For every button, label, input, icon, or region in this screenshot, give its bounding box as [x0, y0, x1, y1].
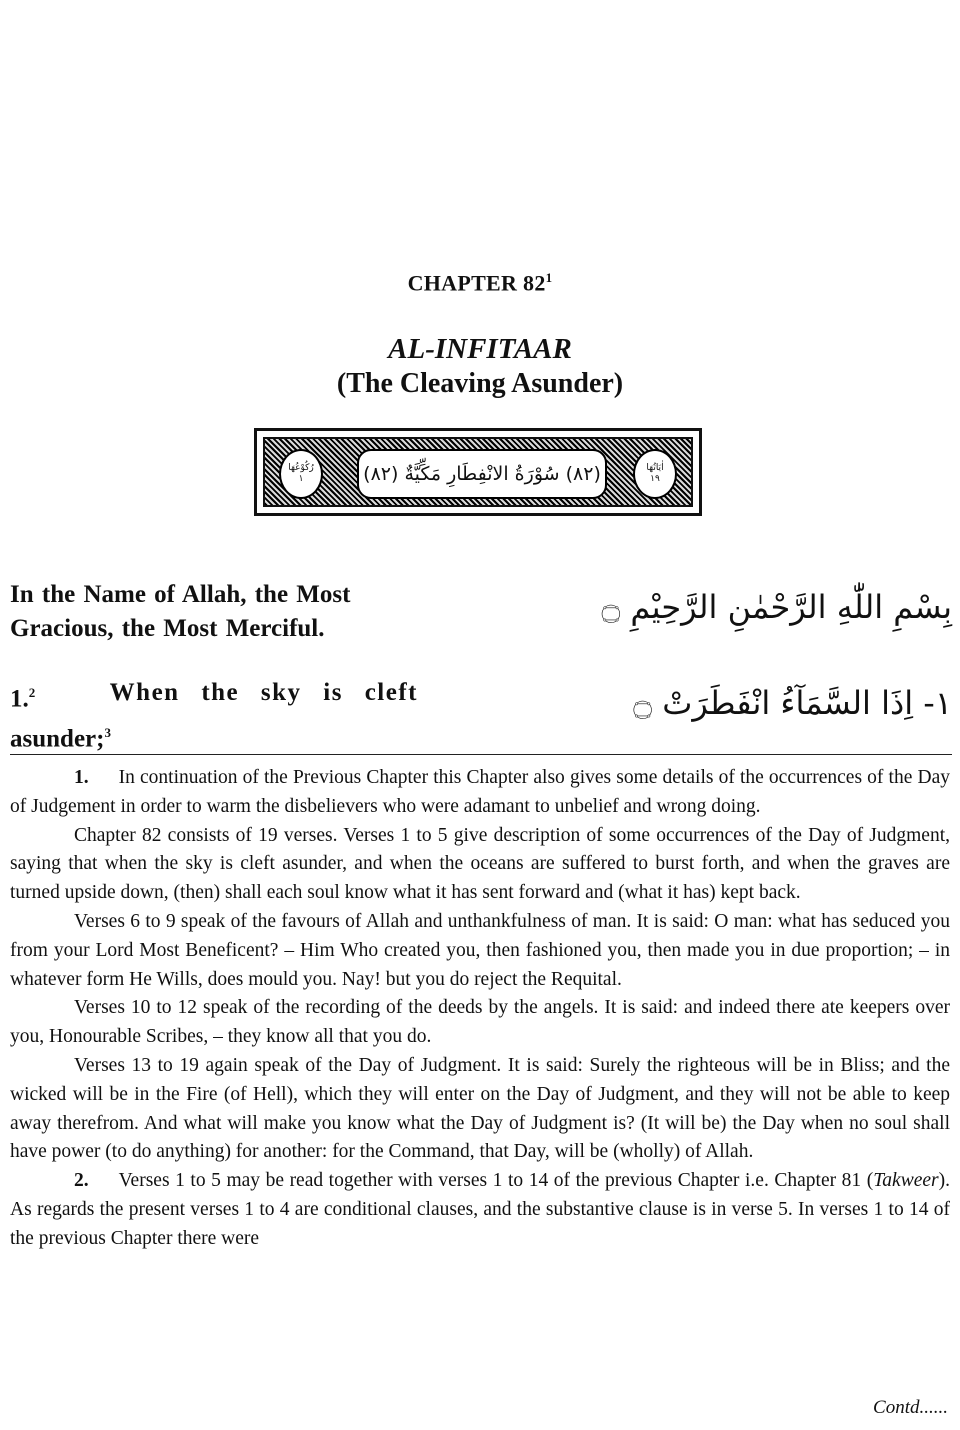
ayat-count: ١٩ — [650, 474, 660, 484]
note-2: 2. Verses 1 to 5 may be read together with verses 1 to 14 of the previous Chapter i.e. Chapter 81 (Takweer). As regards the present verses 1 to 4 are conditional clauses, and the substantive clause is in verse 5. In verses 1 to 14 of the previous Chapter there were — [10, 1170, 950, 1249]
note-1-para-4: Verses 10 to 12 speak of the recording of the deeds by the angels. It is said: and indeed there ate keepers over you, Honourable Scribes, – they know all that you do. — [10, 997, 950, 1048]
surah-subtitle: (The Cleaving Asunder) — [336, 368, 624, 399]
note-number: 2. — [74, 1170, 89, 1192]
surah-banner — [254, 428, 702, 516]
ornamental-border — [263, 437, 693, 507]
chapter-number: CHAPTER 82 — [407, 270, 546, 296]
continued-marker: Contd...... — [873, 1397, 948, 1418]
note-1-para-3: Verses 6 to 9 speak of the favours of Allah and unthankfulness of man. It is said: O man: what has seduced you from your Lord Most Beneficent? – Him Who created you, then fashioned you, then made you in due proportion; – in whatever form He Wills, does mould you. Nay! but you do reject the Requital. — [10, 910, 950, 990]
footnote-divider — [10, 754, 952, 755]
note-1: 1. In continuation of the Previous Chapter this Chapter also gives some details of the occurrences of the Day of Judgement in order to warm the disbelievers who were adamant to unbelief and wrong doing. — [10, 767, 950, 817]
note-1-para-2: Chapter 82 consists of 19 verses. Verses 1 to 5 give description of some occurrences of the Day of Judgment, saying that when the sky is cleft asunder, and when the oceans are suffered to burst forth, and when the graves are turned upside down, (then) shall each soul know what it has sent forward and (what it has) kept back. — [10, 824, 950, 904]
surah-title: AL-INFITAAR — [388, 333, 572, 365]
ruku-medallion — [279, 449, 323, 499]
note-number: 1. — [74, 767, 89, 788]
basmala-arabic: بِسْمِ اللّٰهِ الرَّحْمٰنِ الرَّحِيْمِ ۝ — [601, 588, 952, 626]
basmala-line-2: Gracious, the Most Merciful. — [10, 615, 325, 642]
verse-footnote-ref: 2 — [28, 685, 36, 700]
italic-term: Takweer — [873, 1170, 939, 1192]
commentary-notes — [10, 764, 950, 1254]
verse-1-arabic: ١- اِذَا السَّمَآءُ انْفَطَرَتْ ۝ — [633, 684, 952, 722]
basmala-english — [10, 578, 350, 646]
ruku-label: رُكُوْعُهَا — [288, 463, 314, 473]
verse-number: 1.$^2$ — [10, 685, 36, 713]
verse-1-english — [10, 676, 418, 757]
verse-footnote-ref-2: 3 — [104, 725, 111, 741]
ayat-medallion — [633, 449, 677, 499]
ayat-label: اٰيَاتُهَا — [646, 463, 664, 473]
ruku-count: ١ — [298, 474, 304, 484]
footnote-ref: 1 — [545, 270, 553, 285]
surah-name-arabic: (٨٢) سُوْرَةُ الانْفِطَارِ مَكِّيَّةٌ (٨٢) — [357, 449, 607, 499]
note-1-para-5: Verses 13 to 19 again speak of the Day of Judgment. It is said: Surely the righteous will be in Bliss; and the wicked will be in the Fire (of Hell), which they will enter on the Day of Judgment, and they will not be able to keep away therefrom. And what will make you know what the Day of Judgment is? (It will be) the Day when no soul shall have power (to do anything) for another: for the Command, that Day, will be (wholly) of Allah. — [10, 1054, 950, 1163]
verse-1-line-2: asunder;$^3$ — [10, 725, 111, 753]
verse-1-text-1: When the sky is cleft — [109, 679, 418, 706]
chapter-heading — [0, 270, 960, 296]
basmala-line-1: In the Name of Allah, the Most — [10, 581, 351, 608]
verse-1-line-1 — [10, 676, 418, 716]
